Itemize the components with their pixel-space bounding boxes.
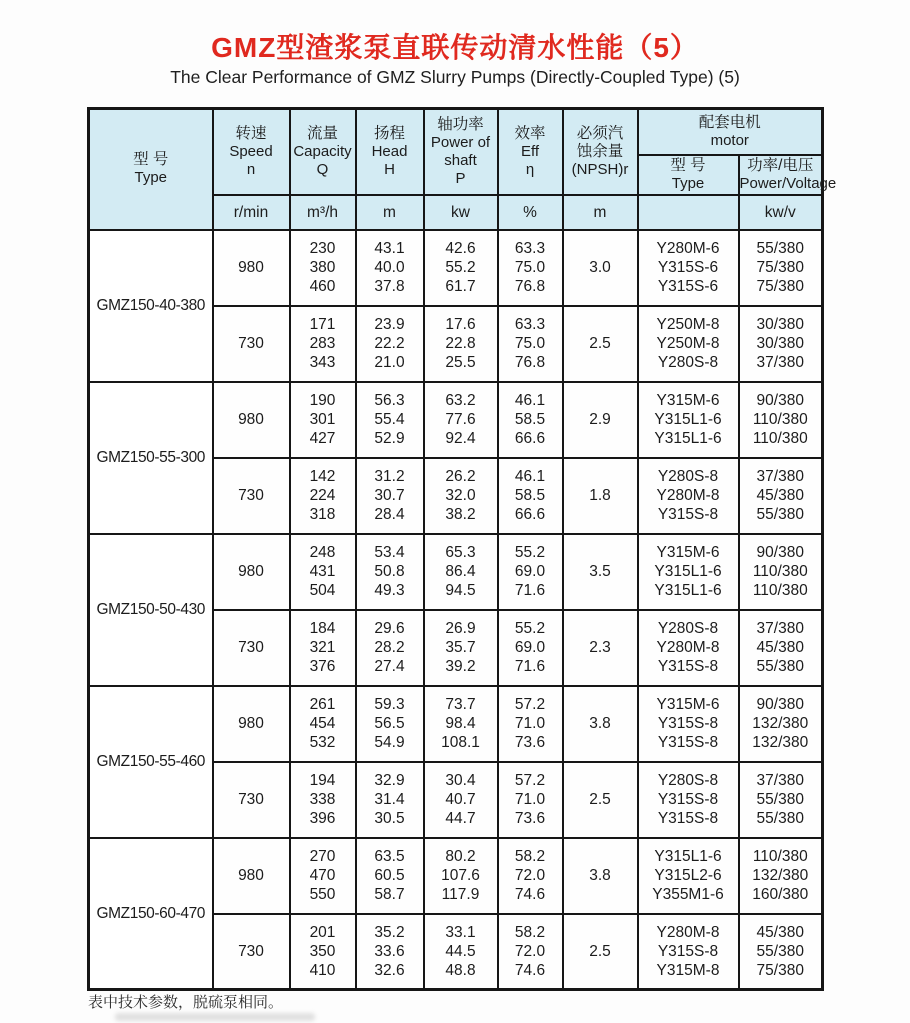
pump-model-cell: GMZ150-55-460 bbox=[89, 686, 213, 838]
shaft-power-cell: 73.7 98.4 108.1 bbox=[424, 686, 498, 762]
motor-type-cell: Y280M-8 Y315S-8 Y315M-8 bbox=[638, 914, 739, 990]
efficiency-cell: 57.2 71.0 73.6 bbox=[498, 686, 563, 762]
header-motor-power-voltage: 功率/电压 Power/Voltage bbox=[739, 155, 823, 195]
motor-type-cell: Y315M-6 Y315L1-6 Y315L1-6 bbox=[638, 382, 739, 458]
efficiency-cell: 57.2 71.0 73.6 bbox=[498, 762, 563, 838]
capacity-cell: 230 380 460 bbox=[290, 230, 356, 306]
capacity-cell: 194 338 396 bbox=[290, 762, 356, 838]
shaft-power-cell: 33.1 44.5 48.8 bbox=[424, 914, 498, 990]
motor-power-voltage-cell: 37/380 45/380 55/380 bbox=[739, 610, 823, 686]
efficiency-cell: 63.3 75.0 76.8 bbox=[498, 306, 563, 382]
header-efficiency: 效率 Eff η bbox=[498, 109, 563, 195]
shaft-power-cell: 80.2 107.6 117.9 bbox=[424, 838, 498, 914]
motor-type-cell: Y280S-8 Y280M-8 Y315S-8 bbox=[638, 458, 739, 534]
performance-table bbox=[87, 107, 837, 991]
npsh-cell: 3.0 bbox=[563, 230, 638, 306]
npsh-cell: 2.5 bbox=[563, 914, 638, 990]
data-row bbox=[89, 534, 823, 610]
efficiency-cell: 63.3 75.0 76.8 bbox=[498, 230, 563, 306]
unit-npsh: m bbox=[563, 195, 638, 230]
speed-cell: 980 bbox=[213, 382, 290, 458]
unit-motor-power-voltage: kw/v bbox=[739, 195, 823, 230]
speed-cell: 730 bbox=[213, 458, 290, 534]
motor-type-cell: Y315M-6 Y315S-8 Y315S-8 bbox=[638, 686, 739, 762]
capacity-cell: 142 224 318 bbox=[290, 458, 356, 534]
unit-capacity: m³/h bbox=[290, 195, 356, 230]
efficiency-cell: 55.2 69.0 71.6 bbox=[498, 534, 563, 610]
npsh-cell: 3.8 bbox=[563, 686, 638, 762]
shaft-power-cell: 42.6 55.2 61.7 bbox=[424, 230, 498, 306]
table-body bbox=[89, 230, 823, 990]
npsh-cell: 1.8 bbox=[563, 458, 638, 534]
efficiency-cell: 46.1 58.5 66.6 bbox=[498, 458, 563, 534]
header-motor-group: 配套电机 motor bbox=[638, 109, 823, 155]
header-shaft-power: 轴功率 Power of shaft P bbox=[424, 109, 498, 195]
motor-type-cell: Y250M-8 Y250M-8 Y280S-8 bbox=[638, 306, 739, 382]
table-header bbox=[89, 109, 837, 230]
motor-type-cell: Y280S-8 Y280M-8 Y315S-8 bbox=[638, 610, 739, 686]
shaft-power-cell: 65.3 86.4 94.5 bbox=[424, 534, 498, 610]
motor-power-voltage-cell: 55/380 75/380 75/380 bbox=[739, 230, 823, 306]
head-cell: 23.9 22.2 21.0 bbox=[356, 306, 424, 382]
speed-cell: 980 bbox=[213, 534, 290, 610]
head-cell: 35.2 33.6 32.6 bbox=[356, 914, 424, 990]
footnote: 表中技术参数，脱硫泵相同。 bbox=[88, 994, 284, 1011]
unit-head: m bbox=[356, 195, 424, 230]
npsh-cell: 2.5 bbox=[563, 306, 638, 382]
speed-cell: 730 bbox=[213, 610, 290, 686]
motor-power-voltage-cell: 90/380 110/380 110/380 bbox=[739, 534, 823, 610]
head-cell: 32.9 31.4 30.5 bbox=[356, 762, 424, 838]
speed-cell: 980 bbox=[213, 230, 290, 306]
motor-power-voltage-cell: 37/380 55/380 55/380 bbox=[739, 762, 823, 838]
header-head: 扬程 Head H bbox=[356, 109, 424, 195]
motor-power-voltage-cell: 90/380 132/380 132/380 bbox=[739, 686, 823, 762]
capacity-cell: 171 283 343 bbox=[290, 306, 356, 382]
motor-power-voltage-cell: 45/380 55/380 75/380 bbox=[739, 914, 823, 990]
pump-model-cell: GMZ150-50-430 bbox=[89, 534, 213, 686]
unit-efficiency: % bbox=[498, 195, 563, 230]
header-speed: 转速 Speed n bbox=[213, 109, 290, 195]
data-row bbox=[89, 230, 823, 306]
motor-type-cell: Y315M-6 Y315L1-6 Y315L1-6 bbox=[638, 534, 739, 610]
head-cell: 53.4 50.8 49.3 bbox=[356, 534, 424, 610]
data-row bbox=[89, 686, 823, 762]
header-motor-type: 型 号 Type bbox=[638, 155, 739, 195]
efficiency-cell: 58.2 72.0 74.6 bbox=[498, 914, 563, 990]
motor-type-cell: Y315L1-6 Y315L2-6 Y355M1-6 bbox=[638, 838, 739, 914]
shaft-power-cell: 26.2 32.0 38.2 bbox=[424, 458, 498, 534]
pump-model-cell: GMZ150-55-300 bbox=[89, 382, 213, 534]
shaft-power-cell: 63.2 77.6 92.4 bbox=[424, 382, 498, 458]
data-row bbox=[89, 838, 823, 914]
speed-cell: 730 bbox=[213, 306, 290, 382]
shaft-power-cell: 30.4 40.7 44.7 bbox=[424, 762, 498, 838]
page-title: GMZ型渣浆泵直联传动清水性能（5） bbox=[211, 32, 699, 63]
unit-shaft-power: kw bbox=[424, 195, 498, 230]
data-row bbox=[89, 382, 823, 458]
motor-power-voltage-cell: 37/380 45/380 55/380 bbox=[739, 458, 823, 534]
capacity-cell: 261 454 532 bbox=[290, 686, 356, 762]
pump-model-cell: GMZ150-40-380 bbox=[89, 230, 213, 382]
motor-power-voltage-cell: 30/380 30/380 37/380 bbox=[739, 306, 823, 382]
unit-speed: r/min bbox=[213, 195, 290, 230]
scan-smudge bbox=[115, 1013, 315, 1021]
capacity-cell: 201 350 410 bbox=[290, 914, 356, 990]
unit-motor-type bbox=[638, 195, 739, 230]
npsh-cell: 2.5 bbox=[563, 762, 638, 838]
motor-type-cell: Y280M-6 Y315S-6 Y315S-6 bbox=[638, 230, 739, 306]
capacity-cell: 248 431 504 bbox=[290, 534, 356, 610]
head-cell: 43.1 40.0 37.8 bbox=[356, 230, 424, 306]
efficiency-cell: 58.2 72.0 74.6 bbox=[498, 838, 563, 914]
header-npsh: 必须汽 蚀余量 (NPSH)r bbox=[563, 109, 638, 195]
npsh-cell: 3.8 bbox=[563, 838, 638, 914]
head-cell: 63.5 60.5 58.7 bbox=[356, 838, 424, 914]
capacity-cell: 190 301 427 bbox=[290, 382, 356, 458]
pump-model-cell: GMZ150-60-470 bbox=[89, 838, 213, 990]
header-pump-type: 型 号 Type bbox=[89, 109, 213, 230]
shaft-power-cell: 26.9 35.7 39.2 bbox=[424, 610, 498, 686]
head-cell: 29.6 28.2 27.4 bbox=[356, 610, 424, 686]
speed-cell: 730 bbox=[213, 762, 290, 838]
head-cell: 31.2 30.7 28.4 bbox=[356, 458, 424, 534]
efficiency-cell: 55.2 69.0 71.6 bbox=[498, 610, 563, 686]
motor-power-voltage-cell: 110/380 132/380 160/380 bbox=[739, 838, 823, 914]
npsh-cell: 2.3 bbox=[563, 610, 638, 686]
capacity-cell: 184 321 376 bbox=[290, 610, 356, 686]
speed-cell: 980 bbox=[213, 838, 290, 914]
page-subtitle: The Clear Performance of GMZ Slurry Pumps (Directly-Coupled Type) (5) bbox=[170, 67, 740, 87]
npsh-cell: 2.9 bbox=[563, 382, 638, 458]
head-cell: 56.3 55.4 52.9 bbox=[356, 382, 424, 458]
speed-cell: 980 bbox=[213, 686, 290, 762]
efficiency-cell: 46.1 58.5 66.6 bbox=[498, 382, 563, 458]
motor-type-cell: Y280S-8 Y315S-8 Y315S-8 bbox=[638, 762, 739, 838]
speed-cell: 730 bbox=[213, 914, 290, 990]
capacity-cell: 270 470 550 bbox=[290, 838, 356, 914]
shaft-power-cell: 17.6 22.8 25.5 bbox=[424, 306, 498, 382]
head-cell: 59.3 56.5 54.9 bbox=[356, 686, 424, 762]
npsh-cell: 3.5 bbox=[563, 534, 638, 610]
motor-power-voltage-cell: 90/380 110/380 110/380 bbox=[739, 382, 823, 458]
header-capacity: 流量 Capacity Q bbox=[290, 109, 356, 195]
